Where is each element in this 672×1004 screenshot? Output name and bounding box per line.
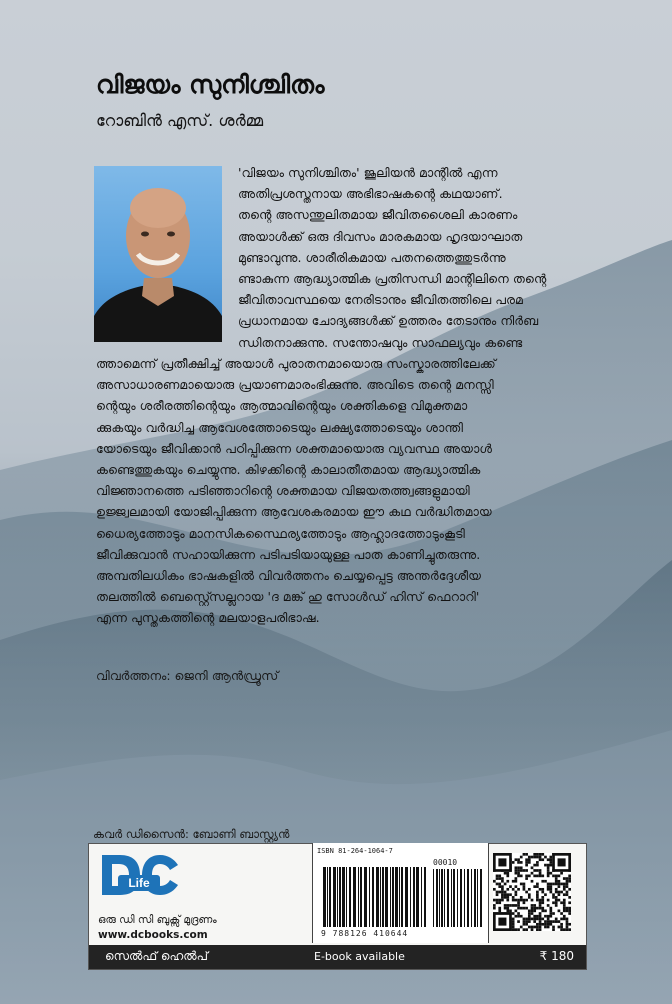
logo-sub-text: Life (128, 876, 150, 890)
blurb-line: തലത്തിൽ ബെസ്റ്റ്സെല്ലറായ 'ദ മങ്ക് ഹു സോൾഡ് ഹിസ് ഫെറാറി' (96, 589, 480, 605)
blurb-line: കണ്ടെത്തുകയും ചെയ്യുന്നു. കിഴക്കിന്റെ കാലാതീതമായ ആദ്ധ്യാത്മിക (96, 461, 481, 477)
blurb-line: അമ്പതിലധികം ഭാഷകളിൽ വിവർത്തനം ചെയ്യപ്പെട്ട അന്തർദ്ദേശീയ (96, 567, 482, 583)
translator-credit: വിവർത്തനം: ജെനി ആൻഡ്രൂസ് (96, 668, 279, 683)
footer-strip (89, 945, 586, 969)
blurb-line: ണ്ടാകുന്ന ആദ്ധ്യാത്മിക പ്രതിസന്ധി മാന്റിലിനെ തന്റെ (238, 270, 547, 286)
blurb-line: വിജ്ഞാനത്തെ പടിഞ്ഞാറിന്റെ ശക്തമായ വിജയതത്ത്വങ്ങളുമായി (96, 483, 470, 499)
blurb-line: ഉജ്ജ്വലമായി യോജിപ്പിക്കുന്ന ആവേശകരമായ ഈ കഥ വർദ്ധിതമായ (96, 504, 492, 520)
barcode-area (312, 843, 489, 943)
price-label: ₹ 180 (539, 949, 574, 963)
barcode-price-code: 00010 (433, 858, 458, 867)
publisher-website: www.dcbooks.com (98, 929, 208, 941)
blurb-line: തന്റെ അസന്തുലിതമായ ജീവിതശൈലി കാരണം (238, 207, 518, 223)
blurb-line: മുണ്ടാവുന്നു. ശാരീരികമായ പതനത്തെത്തുടർന്നു (238, 249, 506, 265)
blurb-line: അതിപ്രശസ്തനായ അഭിഭാഷകന്റെ കഥയാണ്. (238, 186, 503, 202)
barcode-number: 9 788126 410644 (321, 929, 409, 938)
cover-design-label: കവർ ഡിസൈൻ: (93, 827, 189, 841)
blurb-line: ന്റെയും ശരീരത്തിന്റെയും ആത്മാവിന്റെയും ശക്തികളെ വിമുക്തമാ (96, 398, 468, 414)
blurb-line: ധൈര്യത്തോടും മാനസികസ്ഥൈര്യത്തോടും ആഹ്ലാദത്തോടുംകൂടി (96, 525, 465, 541)
blurb-line: അയാൾക്ക് ഒരു ദിവസം മാരകമായ ഹൃദയാഘാത (238, 228, 523, 244)
blurb-line: യോടെയും ജീവിക്കാൻ പഠിപ്പിക്കുന്ന ശക്തമായൊരു വ്യവസ്ഥ അയാൾ (96, 440, 493, 456)
blurb-line: പ്രധാനമായ ചോദ്യങ്ങൾക്ക് ഉത്തരം തേടാനും നിർബ (238, 313, 539, 329)
dc-life-logo-icon (98, 851, 182, 901)
blurb-line: ജീവിക്കുവാൻ സഹായിക്കുന്ന പടിപടിയായുള്ള പാത കാണിച്ചുതരുന്നു. (96, 546, 481, 562)
blurb-line: എന്ന പുസ്തകത്തിന്റെ മലയാളപരിഭാഷ. (96, 610, 320, 626)
blurb-line: 'വിജയം സുനിശ്ചിതം' ജൂലിയൻ മാന്റിൽ എന്ന (238, 165, 498, 180)
qr-code-icon (493, 853, 571, 931)
book-author: റോബിൻ എസ്. ശർമ്മ (96, 111, 264, 130)
ebook-label: E-book available (314, 950, 405, 963)
publisher-imprint: ഒരു ഡി സി ബുക്സ് മുദ്രണം (98, 914, 217, 926)
blurb-line: ത്താമെന്ന് പ്രതീക്ഷിച്ച് അയാൾ പുരാതനമായൊരു സംസ്കാരത്തിലേക്ക് (96, 356, 496, 371)
isbn-text: ISBN 81-264-1064-7 (317, 847, 393, 855)
blurb-line: അസാധാരണമായൊരു പ്രയാണമാരംഭിക്കുന്നു. അവിടെ തന്റെ മനസ്സി (96, 377, 494, 393)
category-label: സെൽഫ് ഹെൽപ് (105, 949, 208, 963)
blurb-line: ക്കുകയും വർദ്ധിച്ച ആവേശത്തോടെയും ലക്ഷ്യത്തോടെയും ശാന്തി (96, 419, 464, 435)
blurb-line: ന്ധിതനാക്കുന്നു. സന്തോഷവും സാഫല്യവും കണ്ടെ (238, 334, 523, 350)
cover-designer-name: ബോണി ബാസ്റ്റ്യൻ (192, 827, 290, 841)
barcode-icon (313, 843, 488, 943)
cover-design-credit (93, 827, 289, 842)
blurb-line: ജീവിതാവസ്ഥയെ നേരിടാനും ജീവിതത്തിലെ പരമ (238, 292, 523, 308)
book-title: വിജയം സുനിശ്ചിതം (96, 70, 325, 99)
blurb-indented (96, 162, 596, 353)
blurb-full (96, 353, 596, 628)
